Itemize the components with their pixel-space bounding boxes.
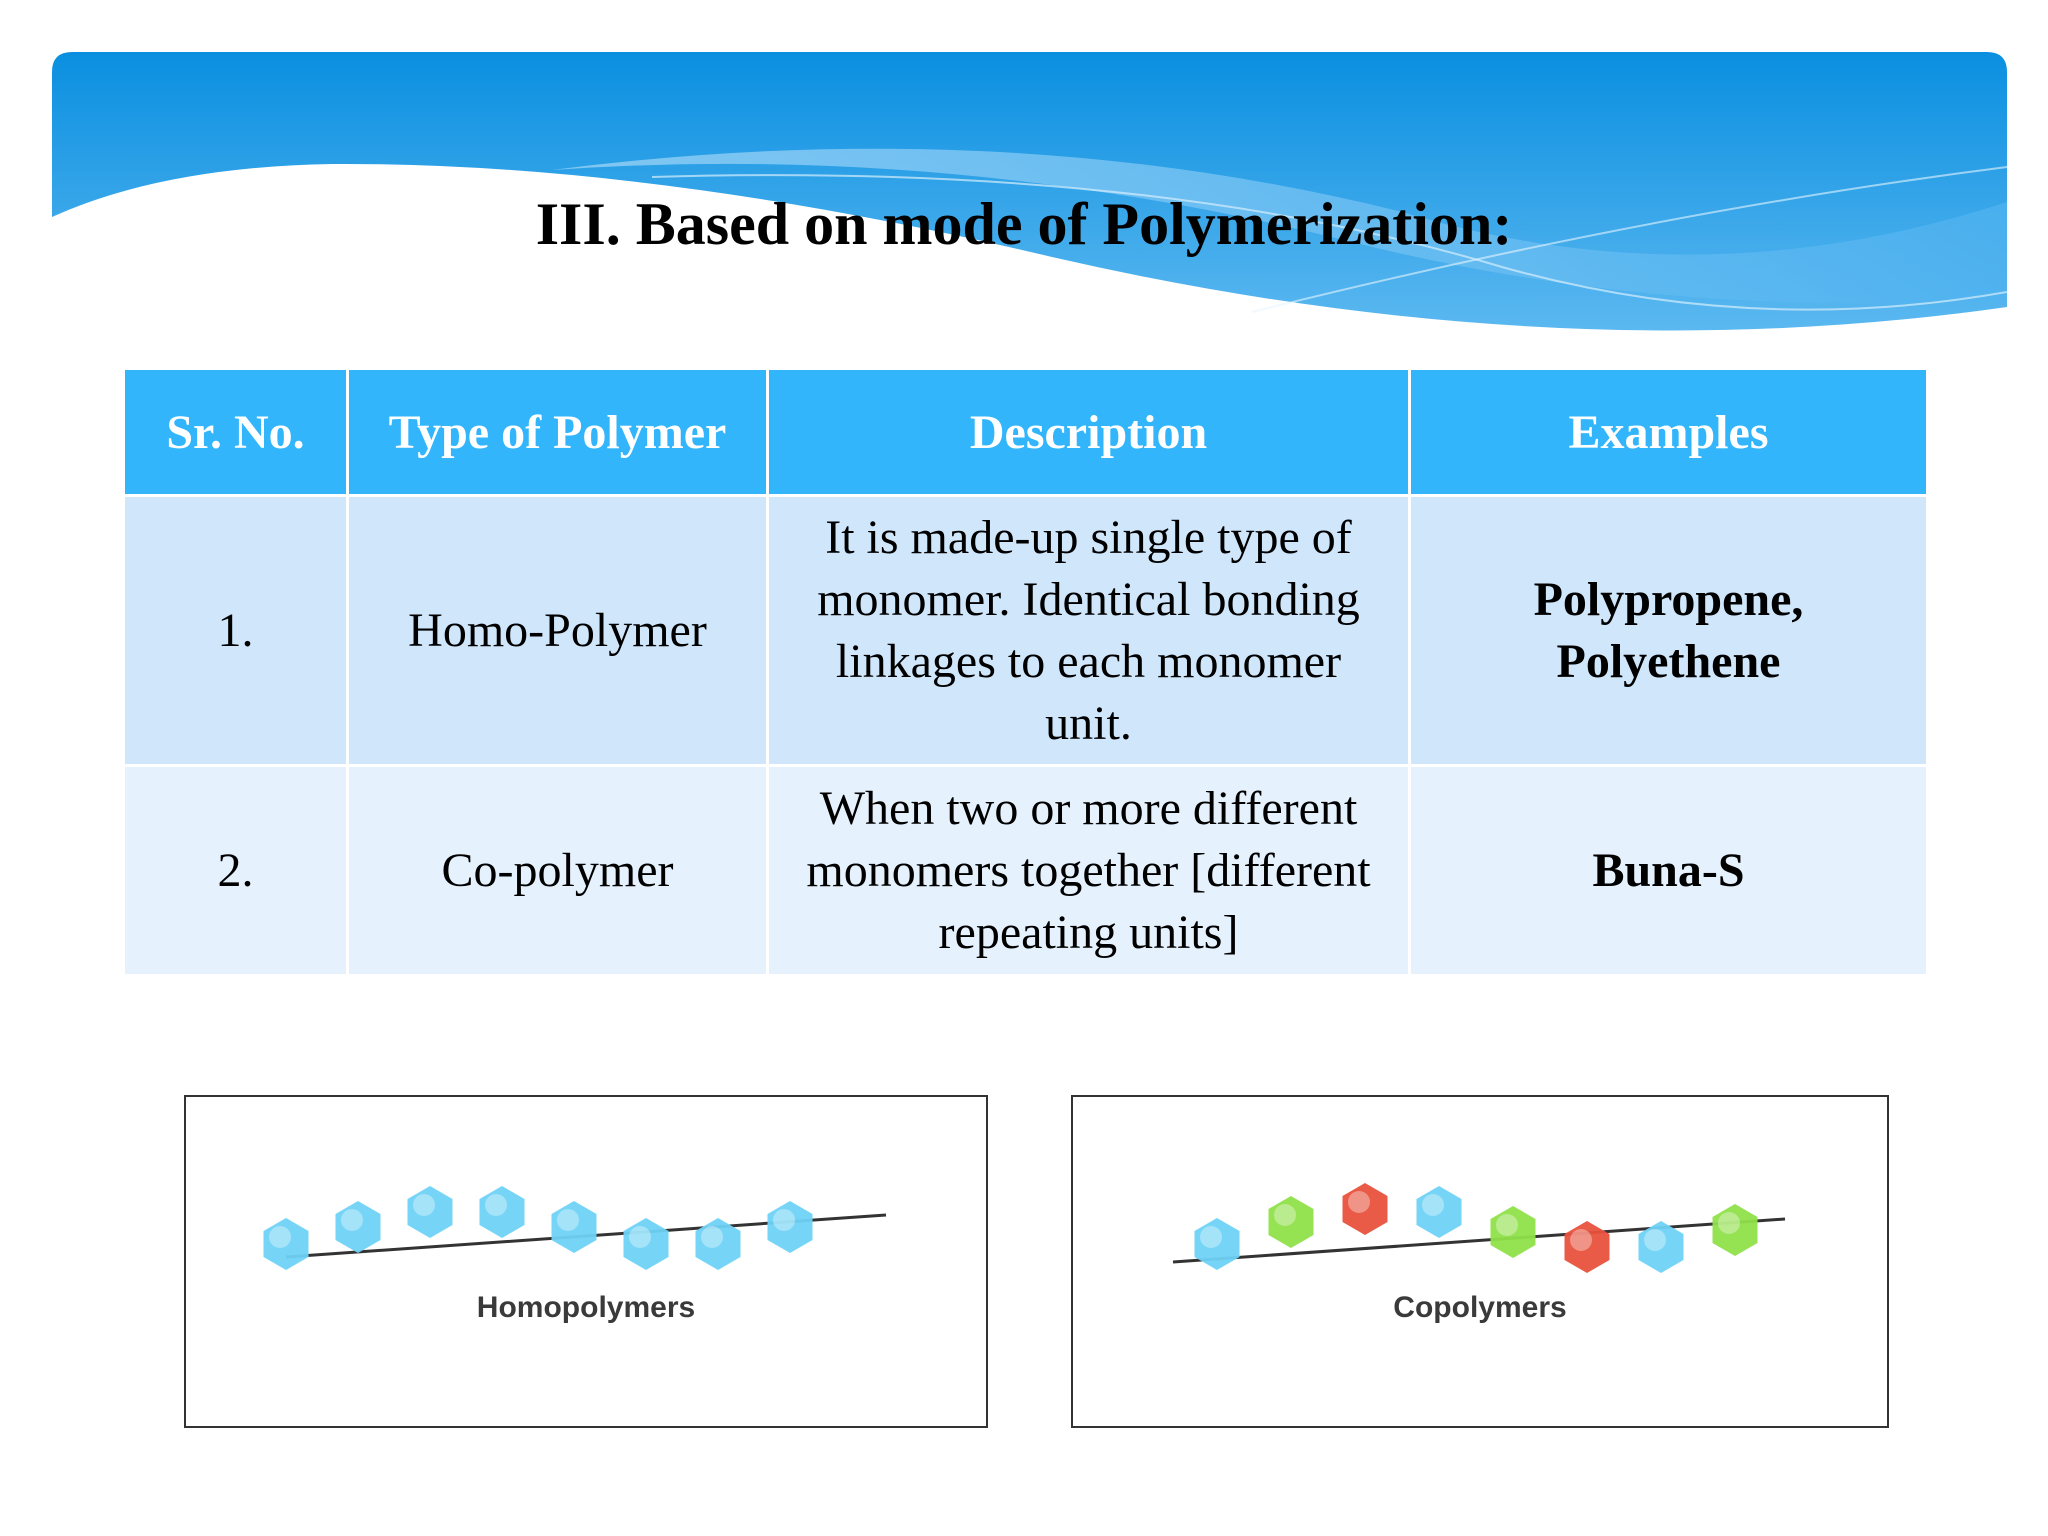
- monomer-blue: [408, 1186, 453, 1238]
- slide-title: III. Based on mode of Polymerization:: [535, 191, 1513, 257]
- monomer-red: [1343, 1183, 1388, 1235]
- monomer-blue: [1195, 1218, 1240, 1270]
- homopolymer-figure: [184, 1095, 988, 1428]
- monomer-blue: [552, 1201, 597, 1253]
- monomer-blue: [1417, 1186, 1462, 1238]
- header-description: Description: [768, 369, 1410, 496]
- copolymer-label: Copolymers: [1393, 1291, 1567, 1324]
- monomer-blue: [480, 1186, 525, 1238]
- monomer-blue: [768, 1201, 813, 1253]
- monomer-green: [1713, 1204, 1758, 1256]
- cell-description: It is made-up single type of monomer. Identical bonding linkages to each monomer unit.: [768, 496, 1410, 766]
- monomer-red: [1565, 1221, 1610, 1273]
- header-type: Type of Polymer: [348, 369, 768, 496]
- cell-description: When two or more different monomers together [different repeating units]: [768, 766, 1410, 976]
- cell-type: Co-polymer: [348, 766, 768, 976]
- header-sr-no: Sr. No.: [124, 369, 348, 496]
- cell-examples: Polypropene, Polyethene: [1410, 496, 1928, 766]
- copolymer-figure: [1071, 1095, 1889, 1428]
- monomer-green: [1491, 1206, 1536, 1258]
- header-examples: Examples: [1410, 369, 1928, 496]
- table-row: [124, 766, 1928, 976]
- chain-bond-line: [1173, 1219, 1785, 1262]
- copolymer-chain: [1073, 1097, 1887, 1426]
- cell-type: Homo-Polymer: [348, 496, 768, 766]
- monomer-blue: [336, 1201, 381, 1253]
- polymer-table: [122, 367, 1929, 977]
- table-row: [124, 496, 1928, 766]
- homopolymer-label: Homopolymers: [476, 1291, 696, 1324]
- monomer-blue: [264, 1218, 309, 1270]
- cell-sr: 1.: [124, 496, 348, 766]
- cell-examples: Buna-S: [1410, 766, 1928, 976]
- monomer-blue: [624, 1218, 669, 1270]
- monomer-green: [1269, 1196, 1314, 1248]
- cell-sr: 2.: [124, 766, 348, 976]
- table-header-row: [124, 369, 1928, 496]
- homopolymer-chain: [186, 1097, 986, 1426]
